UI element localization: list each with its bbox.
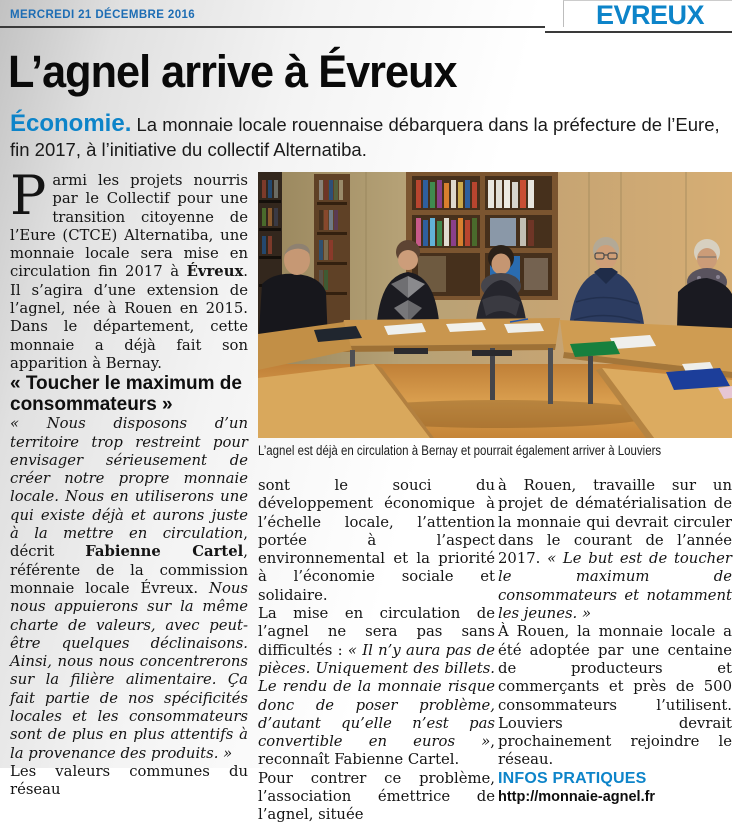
photo-caption: L’agnel est déjà en circulation à Bernay et pourrait également arriver à Louviers <box>258 443 662 458</box>
column-right <box>498 477 732 806</box>
paragraph: Les valeurs communes du réseau <box>10 762 248 799</box>
column-middle <box>258 477 495 825</box>
column-left <box>10 164 248 800</box>
headline: L’agnel arrive à Évreux <box>8 46 457 97</box>
masthead-date: MERCREDI 21 DÉCEMBRE 2016 <box>10 9 196 21</box>
paragraph: La mise en circulation de l’agnel ne sera pas sans difficultés : « Il n’y aura pas de pièces. Uniquement des billets. Le rendu de la monnaie risque donc de poser problème, d’autant qu’elle n’est pas convertible en euros », reconnaît Fabienne Cartel. <box>258 605 495 769</box>
paragraph: Pour contrer ce problème, l’association émettrice de l’agnel, située <box>258 769 495 824</box>
standfirst-label: Économie. <box>10 110 132 137</box>
crosshead: « Toucher le maximum de consommateurs » <box>10 373 242 416</box>
paragraph <box>10 164 248 373</box>
standfirst <box>10 111 724 162</box>
section-label: EVREUX <box>595 0 704 30</box>
paragraph: À Rouen, la monnaie locale a été adoptée par une centaine de producteurs et commerçants et près de 500 consommateurs l’utilisent. Louviers devrait prochainement rejoindre le réseau. <box>498 623 732 769</box>
masthead-rule-right <box>545 31 732 33</box>
paragraph: à Rouen, travaille sur un projet de dématérialisation de la monnaie qui devrait circuler dans le courant de l’année 2017. « Le but est de toucher le maximum de consommateurs et notamment les jeunes. » <box>498 477 732 623</box>
meeting-photo-illustration <box>258 172 732 438</box>
paragraph: sont le souci du développement économique à l’échelle locale, l’attention portée à l’aspect environnemental et la priorité à l’économie sociale et solidaire. <box>258 477 495 604</box>
website-url: http://monnaie-agnel.fr <box>498 789 656 806</box>
infos-pratiques-header: INFOS PRATIQUES <box>498 769 647 787</box>
article-photo <box>258 172 732 438</box>
standfirst-text: La monnaie locale rouennaise débarquera dans la préfecture de l’Eure, fin 2017, à l’initiative du collectif Alternatiba. <box>10 114 720 160</box>
paragraph-text: armi les projets nourris par le Collectif pour une transition citoyenne de l’Eure (CTCE) Alternatiba, une monnaie locale sera mise en circulation fin 2017 à Évreux. Il s’agira d’une extension de l’agnel, née à Rouen en 2015. Dans le département, cette monnaie a déjà fait son apparition à Bernay. <box>10 172 248 372</box>
bookshelf-center <box>406 172 558 300</box>
masthead-rule-left <box>0 26 545 28</box>
drop-cap: P <box>10 164 47 227</box>
paragraph: « Nous disposons d’un territoire trop restreint pour envisager sérieusement de créer notre propre monnaie locale. Nous en utiliserons une qui existe déjà et aurons juste à la mettre en circulation, décrit Fabienne Cartel, référente de la commission monnaie locale Évreux. Nous nous appuierons sur la même charte de valeurs, avec peut-être quelques déclinaisons. Ainsi, nous nous concentrerons sur la filière alimentaire. Ça fait partie de nos spécificités locales et les consommateurs sont de plus en plus attentifs à la provenance des produits. » <box>10 415 248 762</box>
